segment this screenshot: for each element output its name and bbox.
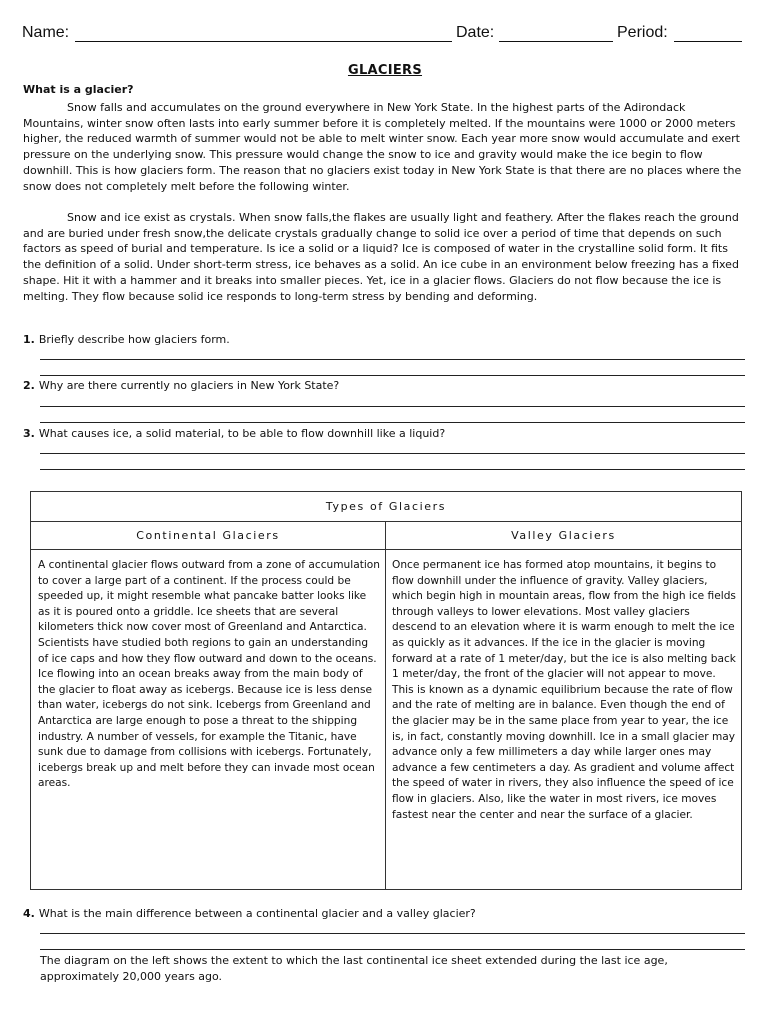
continental-description: A continental glacier flows outward from a zone of accumulation to cover a large part of a continent. If the process could be speeded up, it might resemble what pancake batter looks like as it is poured onto a griddle. Ice sheets that are several kilometers thick now cover most of Greenland and Antarctica. Scientists have studied both regions to gain an understanding of ice caps and how they flow outward and down to the oceans. Ice flowing into an ocean breaks away from the main body of the glacier to float away as icebergs. Because ice is less dense than water, icebergs do not sink. Icebergs from Greenland and Antarctica are large enough to pose a threat to the shipping industry. A number of vessels, for example the Titanic, have sunk due to damage from collisions with icebergs. Fortunately, icebergs break up and melt before they can invade most ocean areas. (38, 559, 380, 790)
name-label: Name: (22, 24, 70, 41)
answer-line[interactable] (40, 453, 745, 454)
student-info-header (22, 22, 746, 44)
question-number: 4. (23, 907, 35, 920)
continental-header: Continental Glaciers (136, 529, 280, 542)
question-number: 2. (23, 379, 35, 392)
question-2 (23, 379, 339, 392)
answer-line[interactable] (40, 375, 745, 376)
answer-line[interactable] (40, 469, 745, 470)
section-heading: What is a glacier? (23, 83, 134, 96)
answer-line[interactable] (40, 406, 745, 407)
intro-paragraph-1-text: Snow falls and accumulates on the ground everywhere in New York State. In the highest parts of the Adirondack Mountains, winter snow often lasts into early summer before it is completely melted. If the mountains were 1000 or 2000 meters higher, the reduced warmth of summer would not be able to melt winter snow. Each year more snow would accumulate and exert pressure on the underlying snow. This pressure would change the snow to ice and gravity would make the ice begin to flow downhill. This is how glaciers form. The reason that no glaciers exist today in New York State is that there are no places where the snow does not completely melt before the following winter. (23, 101, 742, 193)
question-text: What is the main difference between a continental glacier and a valley glacier? (38, 907, 476, 920)
intro-paragraph-2-text: Snow and ice exist as crystals. When snow falls,the flakes are usually light and feathery. After the flakes reach the ground and are buried under fresh snow,the delicate crystals gradually change to solid ice over a period of time that depends on such factors as speed of burial and temperature. Is ice a solid or a liquid? Ice is composed of water in the crystalline solid form. It fits the definition of a solid. Under short-term stress, ice behaves as a solid. An ice cube in an environment below freezing has a fixed shape. Hit it with a hammer and it breaks into smaller pieces. Yet, ice in a glacier flows. Glaciers do not flow because the ice is melting. They flow because solid ice responds to long-term stress by bending and deforming. (23, 211, 739, 303)
answer-line[interactable] (40, 933, 745, 934)
name-field[interactable] (75, 41, 452, 42)
question-1 (23, 333, 230, 346)
question-text: Briefly describe how glaciers form. (38, 333, 230, 346)
question-text: Why are there currently no glaciers in New York State? (38, 379, 340, 392)
table-column-headers (31, 522, 741, 550)
question-number: 3. (23, 427, 35, 440)
answer-line[interactable] (40, 422, 745, 423)
answer-line[interactable] (40, 949, 745, 950)
period-label: Period: (617, 24, 668, 41)
page-title: GLACIERS (347, 63, 423, 78)
intro-paragraph-1 (23, 100, 746, 194)
period-field[interactable] (674, 41, 742, 42)
glacier-types-table (30, 491, 742, 890)
column-divider (385, 522, 386, 889)
date-field[interactable] (499, 41, 613, 42)
diagram-caption: The diagram on the left shows the extent to which the last continental ice sheet extended during the last ice age, approximately 20,000 years ago. (40, 954, 668, 983)
question-3 (23, 427, 445, 440)
date-label: Date: (456, 24, 495, 41)
question-4 (23, 907, 476, 920)
question-number: 1. (23, 333, 35, 346)
question-text: What causes ice, a solid material, to be able to flow downhill like a liquid? (38, 427, 446, 440)
answer-line[interactable] (40, 359, 745, 360)
table-title: Types of Glaciers (31, 492, 741, 522)
valley-header: Valley Glaciers (511, 529, 616, 542)
intro-paragraph-2 (23, 210, 746, 304)
valley-description: Once permanent ice has formed atop mountains, it begins to flow downhill under the influence of gravity. Valley glaciers, which begin high in mountain areas, flow from the high ice fields through valleys to lower elevations. Most valley glaciers descend to an elevation where it is warm enough to melt the ice as quickly as it advances. If the ice in the glacier is moving forward at a rate of 1 meter/day, but the ice is also melting back 1 meter/day, the front of the glacier will not appear to move. This is known as a dynamic equilibrium because the rate of flow and the rate of melting are in balance. Even though the end of the glacier may be in the same place from year to year, the ice is, in fact, constantly moving downhill. Ice in a small glacier may advance only a few millimeters a day while larger ones may advance a few centimeters a day. As gradient and volume affect the speed of water in rivers, they also influence the speed of ice flow in glaciers. Also, like the water in most rivers, ice moves fastest near the center and near the surface of a glacier. (392, 559, 736, 821)
